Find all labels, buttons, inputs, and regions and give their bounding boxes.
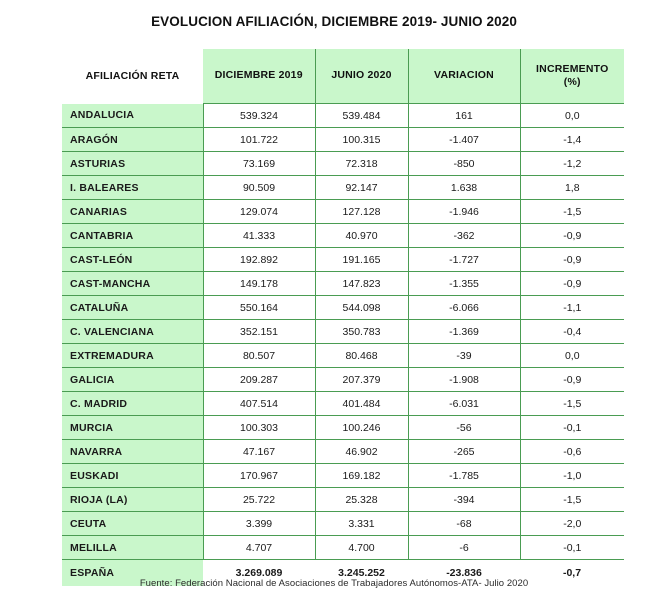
column-header-diciembre-2019: DICIEMBRE 2019 — [203, 49, 315, 104]
cell-incremento: 0,0 — [520, 104, 624, 128]
cell-dic2019: 192.892 — [203, 248, 315, 272]
cell-incremento: -0,9 — [520, 272, 624, 296]
region-name-cell: CANTABRIA — [62, 224, 203, 248]
cell-variacion: -68 — [408, 512, 520, 536]
affiliation-table — [62, 49, 624, 586]
cell-dic2019: 41.333 — [203, 224, 315, 248]
cell-incremento: -2,0 — [520, 512, 624, 536]
region-name-cell: C. MADRID — [62, 392, 203, 416]
cell-incremento: -0,1 — [520, 536, 624, 560]
cell-variacion: -362 — [408, 224, 520, 248]
cell-incremento: -1,4 — [520, 128, 624, 152]
cell-variacion: -6.066 — [408, 296, 520, 320]
cell-variacion: -1.355 — [408, 272, 520, 296]
cell-jun2020: 350.783 — [315, 320, 408, 344]
cell-jun2020: 100.315 — [315, 128, 408, 152]
cell-incremento: -0,4 — [520, 320, 624, 344]
cell-incremento: -0,1 — [520, 416, 624, 440]
cell-incremento: -1,5 — [520, 200, 624, 224]
cell-variacion: -1.369 — [408, 320, 520, 344]
cell-variacion: -394 — [408, 488, 520, 512]
region-name-cell: GALICIA — [62, 368, 203, 392]
table-row — [62, 488, 624, 512]
cell-jun2020: 4.700 — [315, 536, 408, 560]
region-name-cell: MELILLA — [62, 536, 203, 560]
cell-dic2019: 407.514 — [203, 392, 315, 416]
cell-variacion: -1.407 — [408, 128, 520, 152]
cell-dic2019: 101.722 — [203, 128, 315, 152]
cell-dic2019: 550.164 — [203, 296, 315, 320]
cell-incremento: -1,5 — [520, 392, 624, 416]
cell-dic2019: 209.287 — [203, 368, 315, 392]
cell-variacion: 161 — [408, 104, 520, 128]
table-header — [62, 49, 624, 104]
total-cell-dic2019: 3.269.089 — [203, 560, 315, 587]
cell-dic2019: 73.169 — [203, 152, 315, 176]
region-name-cell: EXTREMADURA — [62, 344, 203, 368]
cell-dic2019: 149.178 — [203, 272, 315, 296]
table-row — [62, 248, 624, 272]
cell-incremento: -1,5 — [520, 488, 624, 512]
cell-jun2020: 127.128 — [315, 200, 408, 224]
cell-jun2020: 539.484 — [315, 104, 408, 128]
region-name-cell: ASTURIAS — [62, 152, 203, 176]
cell-incremento: -0,6 — [520, 440, 624, 464]
cell-incremento: 0,0 — [520, 344, 624, 368]
page-title: EVOLUCION AFILIACIÓN, DICIEMBRE 2019- JUNIO 2020 — [151, 14, 517, 29]
cell-jun2020: 169.182 — [315, 464, 408, 488]
table-row — [62, 176, 624, 200]
cell-dic2019: 25.722 — [203, 488, 315, 512]
cell-jun2020: 191.165 — [315, 248, 408, 272]
column-header-afiliacion-reta: AFILIACIÓN RETA — [62, 49, 203, 104]
table-row — [62, 152, 624, 176]
cell-incremento: -1,2 — [520, 152, 624, 176]
header-row — [62, 49, 624, 104]
cell-incremento: -0,9 — [520, 224, 624, 248]
table-row — [62, 128, 624, 152]
cell-jun2020: 100.246 — [315, 416, 408, 440]
region-name-cell: ARAGÓN — [62, 128, 203, 152]
table-row — [62, 272, 624, 296]
cell-jun2020: 80.468 — [315, 344, 408, 368]
column-header-incremento-line2: (%) — [563, 76, 581, 88]
table-body — [62, 104, 624, 587]
table-row — [62, 392, 624, 416]
cell-jun2020: 40.970 — [315, 224, 408, 248]
cell-variacion: -1.908 — [408, 368, 520, 392]
table-row — [62, 224, 624, 248]
region-name-cell: I. BALEARES — [62, 176, 203, 200]
cell-incremento: 1,8 — [520, 176, 624, 200]
cell-dic2019: 539.324 — [203, 104, 315, 128]
region-name-cell: CANARIAS — [62, 200, 203, 224]
region-name-cell: CAST-MANCHA — [62, 272, 203, 296]
table-row — [62, 536, 624, 560]
table-row — [62, 320, 624, 344]
cell-jun2020: 92.147 — [315, 176, 408, 200]
cell-variacion: -265 — [408, 440, 520, 464]
table-row — [62, 440, 624, 464]
region-name-cell: RIOJA (LA) — [62, 488, 203, 512]
cell-dic2019: 47.167 — [203, 440, 315, 464]
total-cell-incremento: -0,7 — [520, 560, 624, 587]
table-row — [62, 464, 624, 488]
cell-variacion: -1.727 — [408, 248, 520, 272]
table-row — [62, 416, 624, 440]
cell-dic2019: 3.399 — [203, 512, 315, 536]
region-name-cell: MURCIA — [62, 416, 203, 440]
cell-dic2019: 170.967 — [203, 464, 315, 488]
column-header-junio-2020: JUNIO 2020 — [315, 49, 408, 104]
cell-variacion: -1.946 — [408, 200, 520, 224]
cell-jun2020: 46.902 — [315, 440, 408, 464]
region-name-cell: NAVARRA — [62, 440, 203, 464]
cell-incremento: -0,9 — [520, 368, 624, 392]
column-header-incremento-line1: INCREMENTO — [536, 62, 609, 75]
region-name-cell: C. VALENCIANA — [62, 320, 203, 344]
cell-jun2020: 401.484 — [315, 392, 408, 416]
table-row — [62, 368, 624, 392]
cell-variacion: -56 — [408, 416, 520, 440]
cell-jun2020: 25.328 — [315, 488, 408, 512]
cell-jun2020: 147.823 — [315, 272, 408, 296]
cell-dic2019: 80.507 — [203, 344, 315, 368]
cell-dic2019: 129.074 — [203, 200, 315, 224]
cell-incremento: -0,9 — [520, 248, 624, 272]
cell-jun2020: 72.318 — [315, 152, 408, 176]
total-cell-jun2020: 3.245.252 — [315, 560, 408, 587]
region-name-cell: CAST-LEÓN — [62, 248, 203, 272]
cell-dic2019: 4.707 — [203, 536, 315, 560]
region-name-cell: ANDALUCIA — [62, 104, 203, 128]
cell-dic2019: 352.151 — [203, 320, 315, 344]
table-row — [62, 512, 624, 536]
total-cell-variacion: -23.836 — [408, 560, 520, 587]
table-row — [62, 344, 624, 368]
table-row — [62, 104, 624, 128]
cell-variacion: -1.785 — [408, 464, 520, 488]
source-footnote: Fuente: Federación Nacional de Asociaciones de Trabajadores Autónomos-ATA- Julio 2020 — [139, 578, 529, 589]
total-name-cell: ESPAÑA — [62, 560, 203, 587]
cell-variacion: -6 — [408, 536, 520, 560]
cell-variacion: 1.638 — [408, 176, 520, 200]
cell-dic2019: 100.303 — [203, 416, 315, 440]
cell-dic2019: 90.509 — [203, 176, 315, 200]
region-name-cell: EUSKADI — [62, 464, 203, 488]
cell-variacion: -6.031 — [408, 392, 520, 416]
region-name-cell: CATALUÑA — [62, 296, 203, 320]
cell-variacion: -850 — [408, 152, 520, 176]
cell-incremento: -1,1 — [520, 296, 624, 320]
cell-jun2020: 207.379 — [315, 368, 408, 392]
cell-incremento: -1,0 — [520, 464, 624, 488]
cell-jun2020: 544.098 — [315, 296, 408, 320]
table-row — [62, 296, 624, 320]
column-header-variacion: VARIACION — [408, 49, 520, 104]
table-row — [62, 200, 624, 224]
column-header-incremento — [520, 49, 624, 104]
cell-jun2020: 3.331 — [315, 512, 408, 536]
region-name-cell: CEUTA — [62, 512, 203, 536]
affiliation-table-container — [62, 49, 624, 586]
cell-variacion: -39 — [408, 344, 520, 368]
